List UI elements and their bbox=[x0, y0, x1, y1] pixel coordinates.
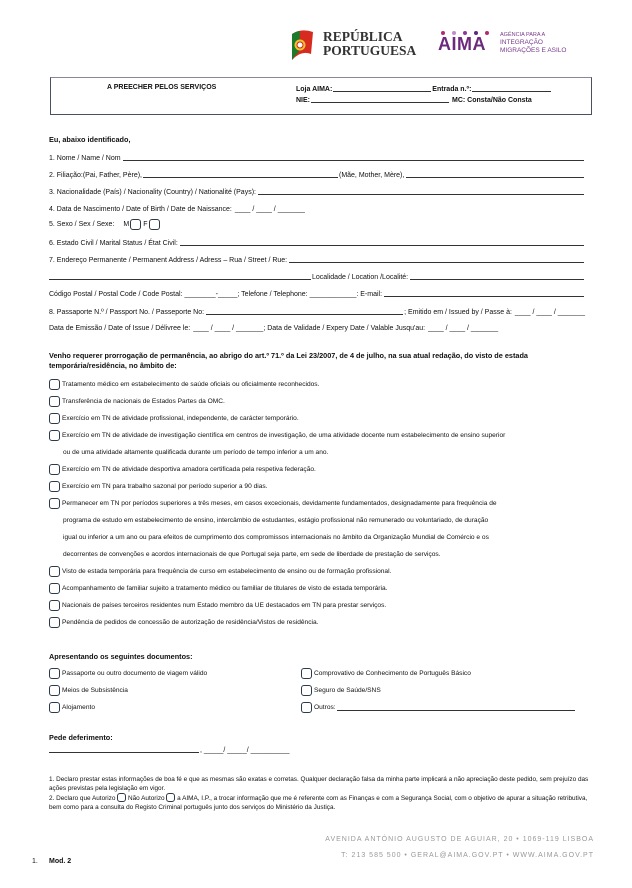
service-box-title: A PREECHER PELOS SERVIÇOS bbox=[107, 84, 217, 91]
signature-place-field[interactable] bbox=[49, 745, 199, 753]
endereco-label: 7. Endereço Permanente / Permanent Address / Adress – Rua / Street / Rue: bbox=[49, 257, 288, 264]
mae-label: (Mãe, Mother, Mère), bbox=[338, 172, 405, 179]
documents-heading: Apresentando os seguintes documentos: bbox=[49, 652, 193, 661]
document-checkbox[interactable] bbox=[301, 668, 312, 679]
aima-agency-line: AGÊNCIA PARA A bbox=[500, 32, 546, 38]
option-label: Tratamento médico em estabelecimento de saúde oficiais ou oficialmente reconhecidos. bbox=[62, 381, 320, 388]
autorizo-checkbox[interactable] bbox=[117, 793, 126, 802]
option-label: Pendência de pedidos de concessão de autorização de residência/Vistos de residência. bbox=[62, 619, 319, 626]
option-checkbox[interactable] bbox=[49, 498, 60, 509]
document-label: Outros: bbox=[314, 704, 336, 711]
estado-civil-field[interactable] bbox=[180, 238, 584, 246]
identification-heading: Eu, abaixo identificado, bbox=[49, 135, 131, 144]
telefone-label: ; Telefone / Telephone: bbox=[237, 291, 308, 298]
document-label: Passaporte ou outro documento de viagem válido bbox=[62, 670, 208, 677]
document-label: Alojamento bbox=[62, 704, 95, 711]
name-row bbox=[49, 152, 585, 162]
aima-logo bbox=[438, 31, 489, 53]
document-checkbox[interactable] bbox=[301, 685, 312, 696]
portugal-flag-logo bbox=[289, 28, 315, 62]
page-number: 1. bbox=[32, 858, 38, 865]
estado-civil-label: 6. Estado Civil / Marital Status / État Civil: bbox=[49, 240, 178, 247]
request-option[interactable] bbox=[49, 566, 391, 577]
option-label: Exercício em TN de atividade de investigação científica em centros de investigação, de uma atividade docente num estabelecimento de ensino superior bbox=[62, 432, 506, 439]
emissao-field[interactable]: ____ / ____ / _______ bbox=[193, 325, 264, 332]
request-option[interactable] bbox=[49, 481, 268, 492]
mother-field[interactable] bbox=[406, 170, 584, 178]
filiacao-row bbox=[49, 169, 585, 179]
option-checkbox[interactable] bbox=[49, 600, 60, 611]
emissao-label: Data de Emissão / Date of Issue / Délivree le: bbox=[49, 325, 191, 332]
footer-contacts: T: 213 585 500 • GERAL@AIMA.GOV.PT • WWW.AIMA.GOV.PT bbox=[341, 852, 594, 859]
nascimento-row bbox=[49, 203, 585, 213]
document-label: Meios de Subsistência bbox=[62, 687, 128, 694]
request-option[interactable] bbox=[49, 600, 386, 611]
option-checkbox[interactable] bbox=[49, 396, 60, 407]
declaration-2-text: a AIMA, I.P., a trocar informação que me é referente com as Finanças e com a Segurança Social, com o objetivo de apurar a situação retributiva, bem como para a consulta do Registo Criminal português junto dos serviços do Ministério da Justiça. bbox=[49, 795, 588, 811]
entrada-label: Entrada n.º: bbox=[432, 86, 472, 93]
entrada-field[interactable] bbox=[472, 84, 551, 92]
passaporte-label: 8. Passaporte N.º / Passport No. / Passeporte No: bbox=[49, 309, 205, 316]
endereco-field[interactable] bbox=[289, 255, 584, 263]
sexo-label: 5. Sexo / Sex / Sexe: bbox=[49, 220, 115, 228]
sexo-m-checkbox[interactable] bbox=[130, 219, 141, 230]
option-checkbox[interactable] bbox=[49, 430, 60, 441]
aima-agency-line: INTEGRAÇÃO bbox=[500, 39, 543, 46]
document-checkbox[interactable] bbox=[301, 702, 312, 713]
email-field[interactable] bbox=[384, 289, 584, 297]
nie-row bbox=[296, 95, 532, 104]
localidade-label: Localidade / Location /Localité: bbox=[312, 274, 409, 281]
sexo-f-checkbox[interactable] bbox=[149, 219, 160, 230]
declaration-1: 1. Declaro prestar estas informações de boa fé e que as mesmas são exatas e corretas. Qualquer declaração falsa da minha parte implicará a não apreciação deste pedido, sem prejuízo das ações previstas pela legislação em vigor. bbox=[49, 776, 589, 792]
name-label: 1. Nome / Name / Nom bbox=[49, 155, 121, 162]
nie-label: NIE: bbox=[296, 97, 310, 104]
nao-autorizo-checkbox[interactable] bbox=[166, 793, 175, 802]
emitido-field[interactable]: ____ / ____ / _______ bbox=[514, 309, 585, 316]
document-label: Seguro de Saúde/SNS bbox=[314, 687, 381, 694]
signature-heading: Pede deferimento: bbox=[49, 733, 113, 742]
request-option[interactable] bbox=[49, 583, 387, 594]
sexo-m-label: M bbox=[123, 220, 130, 228]
father-field[interactable] bbox=[143, 170, 338, 178]
option-checkbox[interactable] bbox=[49, 481, 60, 492]
document-option[interactable] bbox=[301, 685, 381, 696]
request-option[interactable] bbox=[49, 617, 318, 628]
declaration-2-text: Não Autorizo bbox=[128, 795, 165, 802]
option-label-continuation: programa de estudo em estabelecimento de ensino, intercâmbio de estudantes, estágio profissional não remunerado ou voluntariado, de duração bbox=[63, 517, 489, 524]
request-option[interactable] bbox=[49, 396, 225, 407]
declaration-2-text: 2. Declaro que Autorizo bbox=[49, 795, 116, 802]
localidade-field[interactable] bbox=[410, 272, 584, 280]
declarations bbox=[49, 776, 591, 812]
localidade-row bbox=[49, 271, 585, 281]
option-label: Permanecer em TN por períodos superiores a três meses, em casos excecionais, devidamente fundamentados, designadamente para frequência de bbox=[62, 500, 497, 507]
request-option[interactable] bbox=[49, 464, 316, 475]
option-label: Acompanhamento de familiar sujeito a tratamento médico ou familiar de titulares de visto de estada temporária. bbox=[62, 585, 388, 592]
passaporte-field[interactable] bbox=[206, 307, 403, 315]
option-label-continuation: ou de uma atividade altamente qualificada durante um período de tempo inferior a um ano. bbox=[63, 449, 329, 456]
document-option[interactable] bbox=[301, 702, 576, 713]
declaration-2 bbox=[49, 793, 591, 812]
document-option[interactable] bbox=[49, 685, 128, 696]
nascimento-field[interactable]: ____ / ____ / _______ bbox=[234, 206, 305, 213]
validade-label: ; Data de Validade / Expery Date / Valable Jusqu'au: bbox=[263, 325, 426, 332]
nacionalidade-field[interactable] bbox=[258, 187, 584, 195]
sexo-row bbox=[49, 218, 585, 230]
aima-agency-name bbox=[500, 31, 566, 55]
nacionalidade-label: 3. Nacionalidade (País) / Nacionality (Country) / Nationalité (Pays): bbox=[49, 189, 256, 196]
option-checkbox[interactable] bbox=[49, 379, 60, 390]
passaporte-row bbox=[49, 306, 585, 316]
validade-field[interactable]: ____ / ____ / _______ bbox=[428, 325, 499, 332]
telefone-field[interactable]: ____________ bbox=[309, 291, 357, 298]
document-option[interactable] bbox=[301, 668, 471, 679]
option-checkbox[interactable] bbox=[49, 617, 60, 628]
option-label: Visto de estada temporária para frequência de curso em estabelecimento de ensino ou de formação profissional. bbox=[62, 568, 392, 575]
loja-field[interactable] bbox=[333, 84, 431, 92]
aima-wordmark: AIMA bbox=[438, 34, 486, 54]
document-checkbox[interactable] bbox=[49, 702, 60, 713]
option-label: Exercício em TN para trabalho sazonal por período superior a 90 dias. bbox=[62, 483, 268, 490]
footer-address: AVENIDA ANTÓNIO AUGUSTO DE AGUIAR, 20 • 1069-119 LISBOA bbox=[325, 836, 594, 843]
form-model: Mod. 2 bbox=[49, 858, 72, 865]
option-label: Nacionais de países terceiros residentes num Estado membro da UE destacados em TN para prestar serviços. bbox=[62, 602, 387, 609]
document-option[interactable] bbox=[49, 668, 207, 679]
request-option[interactable] bbox=[49, 379, 319, 390]
name-field[interactable] bbox=[123, 153, 584, 161]
option-checkbox[interactable] bbox=[49, 583, 60, 594]
request-heading: Venho requerer prorrogação de permanência, ao abrigo do art.º 71.º da Lei 23/2007, de 4 de julho, na sua atual redação, do visto de estada temporária/residência, no âmbito de: bbox=[49, 351, 528, 370]
request-option[interactable] bbox=[49, 430, 505, 441]
option-label: Exercício em TN de atividade desportiva amadora certificada pela respetiva federação. bbox=[62, 466, 316, 473]
nie-field[interactable] bbox=[311, 95, 449, 103]
option-checkbox[interactable] bbox=[49, 566, 60, 577]
mc-label: MC: Consta/Não Consta bbox=[452, 97, 532, 104]
document-checkbox[interactable] bbox=[49, 668, 60, 679]
option-checkbox[interactable] bbox=[49, 413, 60, 424]
republica-portuguesa-logo-text bbox=[323, 30, 416, 58]
emissao-row bbox=[49, 322, 585, 332]
aima-agency-line: MIGRAÇÕES E ASILO bbox=[500, 47, 567, 54]
contact-row bbox=[49, 288, 585, 298]
outros-field[interactable] bbox=[337, 703, 575, 711]
emitido-label: ; Emitido em / Issued by / Passe à: bbox=[404, 309, 512, 316]
nascimento-label: 4. Data de Nascimento / Date of Birth / Date de Naissance: bbox=[49, 206, 232, 213]
request-option[interactable] bbox=[49, 498, 497, 509]
signature-place-date bbox=[49, 745, 290, 754]
option-label-continuation: decorrentes de convenções e acordos internacionais de que Portugal seja parte, em sede de liberdade de prestação de serviços. bbox=[63, 551, 441, 558]
codigo-postal-label: Código Postal / Postal Code / Code Postal: bbox=[49, 291, 183, 298]
endereco-field-2[interactable] bbox=[49, 272, 311, 280]
email-label: : E-mail: bbox=[356, 291, 383, 298]
document-checkbox[interactable] bbox=[49, 685, 60, 696]
request-option[interactable] bbox=[49, 413, 299, 424]
document-option[interactable] bbox=[49, 702, 95, 713]
nacionalidade-row bbox=[49, 186, 585, 196]
loja-label: Loja AIMA: bbox=[296, 86, 333, 93]
document-label: Comprovativo de Conhecimento de Português Básico bbox=[314, 670, 471, 677]
signature-date-field[interactable]: , _____/ _____/ __________ bbox=[200, 747, 290, 754]
portuguesa-text: PORTUGUESA bbox=[323, 43, 417, 58]
estado-civil-row bbox=[49, 237, 585, 247]
filiacao-label: 2. Filiação:(Pai, Father, Père), bbox=[49, 172, 142, 179]
republica-text: REPÚBLICA bbox=[323, 29, 403, 44]
sexo-f-label: F bbox=[143, 220, 148, 228]
option-label: Exercício em TN de atividade profissional, independente, de carácter temporário. bbox=[62, 415, 299, 422]
option-checkbox[interactable] bbox=[49, 464, 60, 475]
option-label: Transferência de nacionais de Estados Partes da OMC. bbox=[62, 398, 225, 405]
option-label-continuation: igual ou inferior a um ano ou para efeitos de cumprimento dos compromissos internacionais no âmbito da Organização Mundial de Comércio e os bbox=[63, 534, 489, 541]
codigo-postal-field[interactable]: ________-_____ bbox=[184, 291, 238, 298]
endereco-row bbox=[49, 254, 585, 264]
loja-row bbox=[296, 84, 552, 93]
